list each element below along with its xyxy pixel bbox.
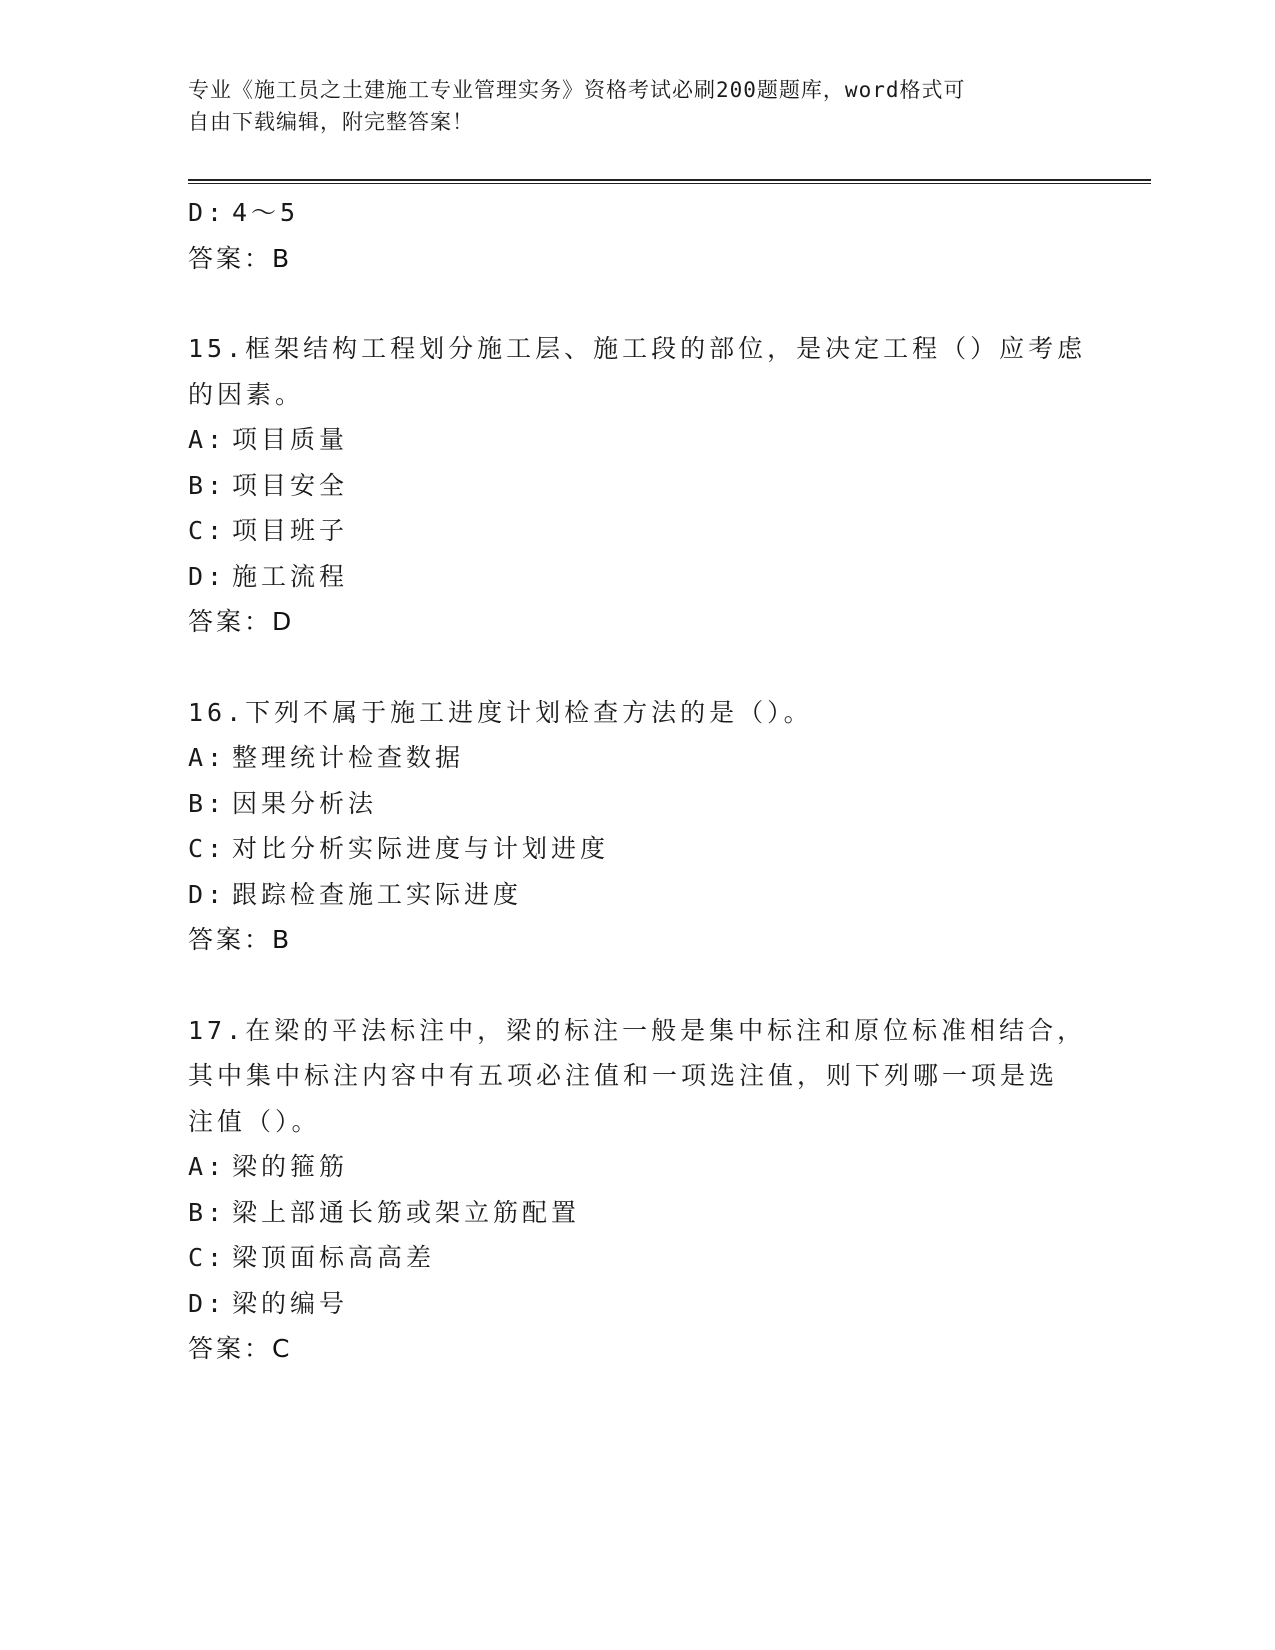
option-text: 跟踪检查施工实际进度 [232, 879, 523, 909]
question-stem: 其中集中标注内容中有五项必注值和一项选注值，则下列哪一项是选 [188, 1061, 1059, 1090]
option-c [188, 1235, 1088, 1281]
option-label: C: [188, 834, 227, 863]
answer-line: 答案：D [188, 607, 295, 636]
option-d [188, 1281, 1088, 1327]
question-stem: 的因素。 [188, 379, 305, 409]
option-text: 4～5 [232, 198, 300, 227]
option-label: D: [188, 561, 227, 591]
option-label: D: [188, 879, 227, 909]
option-text: 项目安全 [232, 470, 349, 500]
option-a [188, 735, 1088, 781]
option-label: B: [188, 470, 227, 500]
question-17 [188, 1008, 1088, 1372]
option-text: 整理统计检查数据 [232, 743, 465, 772]
option-text: 对比分析实际进度与计划进度 [232, 834, 610, 863]
option-label: A: [188, 425, 227, 454]
option-text: 施工流程 [232, 561, 349, 591]
answer-line: 答案：B [188, 243, 293, 273]
option-label: A: [188, 743, 227, 772]
option-c [188, 508, 1088, 554]
option-d [188, 190, 1088, 236]
option-text: 梁顶面标高高差 [232, 1243, 436, 1272]
option-c [188, 826, 1088, 872]
option-d [188, 872, 1088, 918]
option-label: C: [188, 1243, 227, 1272]
spacer [188, 281, 1088, 326]
option-label: A: [188, 1152, 227, 1181]
option-text: 项目质量 [232, 425, 349, 454]
option-label: B: [188, 788, 227, 818]
answer-line: 答案：B [188, 925, 293, 954]
option-b [188, 781, 1088, 827]
question-15 [188, 326, 1088, 645]
question-stem: 注值（）。 [188, 1106, 321, 1136]
option-text: 梁的编号 [232, 1288, 349, 1318]
option-b [188, 1190, 1088, 1236]
header-title-line-2: 自由下载编辑，附完整答案！ [188, 110, 474, 134]
question-stem: 15.框架结构工程划分施工层、施工段的部位，是决定工程（）应考虑 [188, 334, 1087, 363]
option-text: 项目班子 [232, 516, 349, 545]
question-content [188, 190, 1088, 1372]
answer-line: 答案：C [188, 1334, 293, 1363]
header-title-line-1: 专业《施工员之土建施工专业管理实务》资格考试必刷200题题库，word格式可 [188, 78, 966, 102]
option-label: B: [188, 1197, 227, 1227]
option-text: 因果分析法 [232, 788, 378, 818]
page-header [188, 74, 1068, 138]
option-text: 梁上部通长筋或架立筋配置 [232, 1197, 581, 1227]
spacer [188, 645, 1088, 690]
option-label: D: [188, 198, 227, 227]
question-stem: 17.在梁的平法标注中，梁的标注一般是集中标注和原位标准相结合， [188, 1015, 1087, 1045]
question-16 [188, 690, 1088, 963]
option-label: C: [188, 516, 227, 545]
option-d [188, 554, 1088, 600]
question-stem: 16.下列不属于施工进度计划检查方法的是（）。 [188, 697, 813, 727]
option-label: D: [188, 1288, 227, 1318]
option-a [188, 417, 1088, 463]
header-divider [188, 179, 1151, 184]
option-text: 梁的箍筋 [232, 1152, 349, 1181]
spacer [188, 963, 1088, 1008]
option-a [188, 1144, 1088, 1190]
option-b [188, 463, 1088, 509]
